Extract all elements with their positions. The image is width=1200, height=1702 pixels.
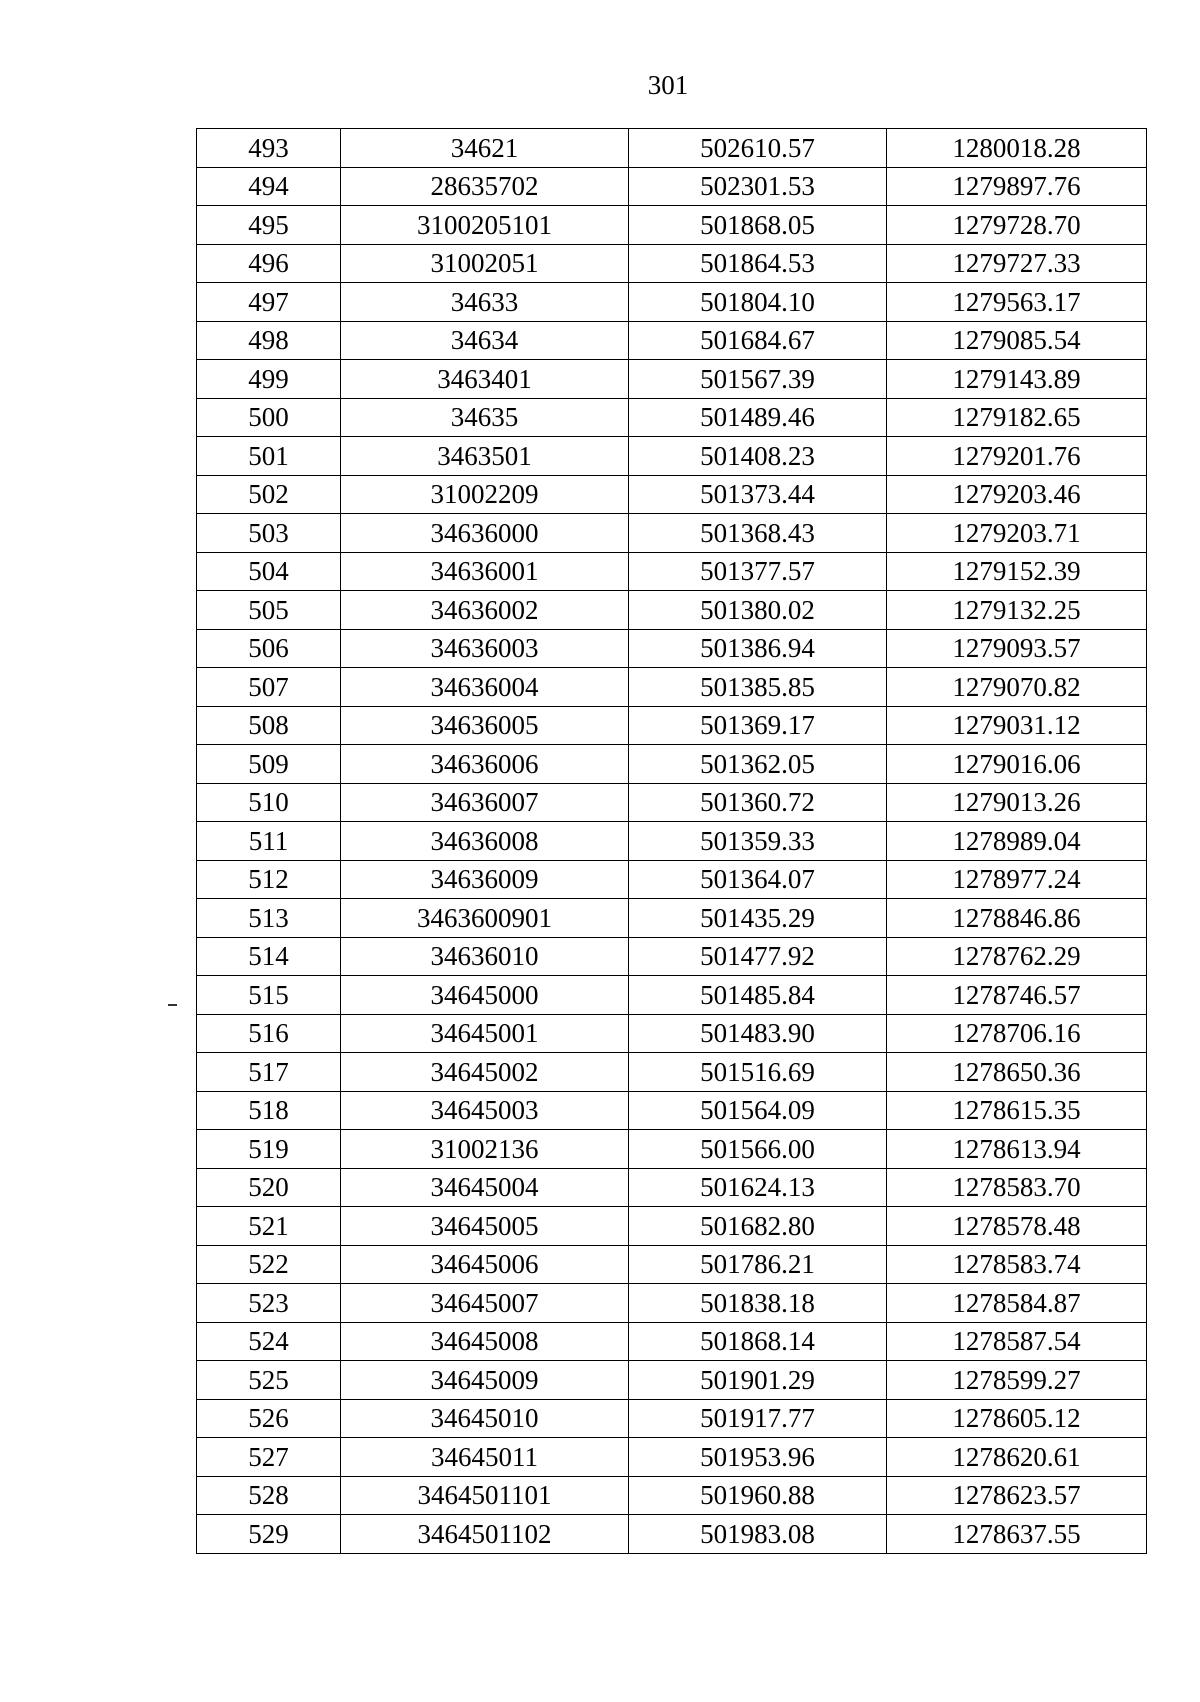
table-row <box>197 976 1147 1015</box>
y-coordinate-cell: 1278578.48 <box>887 1207 1147 1246</box>
x-coordinate-cell: 501360.72 <box>629 783 887 822</box>
point-id-cell: 34636002 <box>341 591 629 630</box>
point-id-cell: 34621 <box>341 129 629 168</box>
point-number-cell: 495 <box>197 206 341 245</box>
x-coordinate-cell: 501368.43 <box>629 514 887 553</box>
table-row <box>197 706 1147 745</box>
x-coordinate-cell: 501369.17 <box>629 706 887 745</box>
point-number-cell: 520 <box>197 1168 341 1207</box>
y-coordinate-cell: 1278706.16 <box>887 1014 1147 1053</box>
point-number-cell: 503 <box>197 514 341 553</box>
table-row <box>197 899 1147 938</box>
x-coordinate-cell: 501483.90 <box>629 1014 887 1053</box>
table-row <box>197 1361 1147 1400</box>
point-id-cell: 31002209 <box>341 475 629 514</box>
y-coordinate-cell: 1279143.89 <box>887 360 1147 399</box>
y-coordinate-cell: 1279031.12 <box>887 706 1147 745</box>
table-row <box>197 822 1147 861</box>
table-row <box>197 1014 1147 1053</box>
x-coordinate-cell: 501682.80 <box>629 1207 887 1246</box>
point-number-cell: 516 <box>197 1014 341 1053</box>
point-id-cell: 3463600901 <box>341 899 629 938</box>
point-number-cell: 518 <box>197 1091 341 1130</box>
y-coordinate-cell: 1279563.17 <box>887 283 1147 322</box>
table-row <box>197 1053 1147 1092</box>
stray-mark <box>168 1004 177 1006</box>
point-number-cell: 511 <box>197 822 341 861</box>
point-id-cell: 34645008 <box>341 1322 629 1361</box>
point-id-cell: 34645004 <box>341 1168 629 1207</box>
point-number-cell: 506 <box>197 629 341 668</box>
table-row <box>197 206 1147 245</box>
y-coordinate-cell: 1279728.70 <box>887 206 1147 245</box>
point-number-cell: 513 <box>197 899 341 938</box>
y-coordinate-cell: 1279201.76 <box>887 437 1147 476</box>
x-coordinate-cell: 501385.85 <box>629 668 887 707</box>
x-coordinate-cell: 502610.57 <box>629 129 887 168</box>
y-coordinate-cell: 1278762.29 <box>887 937 1147 976</box>
point-number-cell: 524 <box>197 1322 341 1361</box>
x-coordinate-cell: 502301.53 <box>629 167 887 206</box>
y-coordinate-cell: 1278583.70 <box>887 1168 1147 1207</box>
y-coordinate-cell: 1278989.04 <box>887 822 1147 861</box>
point-id-cell: 34645000 <box>341 976 629 1015</box>
y-coordinate-cell: 1279203.46 <box>887 475 1147 514</box>
point-number-cell: 512 <box>197 860 341 899</box>
y-coordinate-cell: 1279085.54 <box>887 321 1147 360</box>
x-coordinate-cell: 501804.10 <box>629 283 887 322</box>
table-row <box>197 1168 1147 1207</box>
x-coordinate-cell: 501386.94 <box>629 629 887 668</box>
point-number-cell: 515 <box>197 976 341 1015</box>
table-row <box>197 1438 1147 1477</box>
table-row <box>197 475 1147 514</box>
point-id-cell: 34645005 <box>341 1207 629 1246</box>
point-number-cell: 494 <box>197 167 341 206</box>
y-coordinate-cell: 1279013.26 <box>887 783 1147 822</box>
point-number-cell: 493 <box>197 129 341 168</box>
point-number-cell: 517 <box>197 1053 341 1092</box>
y-coordinate-cell: 1279132.25 <box>887 591 1147 630</box>
point-id-cell: 34636009 <box>341 860 629 899</box>
x-coordinate-cell: 501567.39 <box>629 360 887 399</box>
point-number-cell: 522 <box>197 1245 341 1284</box>
point-number-cell: 521 <box>197 1207 341 1246</box>
table-row <box>197 1515 1147 1554</box>
point-id-cell: 34633 <box>341 283 629 322</box>
x-coordinate-cell: 501373.44 <box>629 475 887 514</box>
point-id-cell: 34636004 <box>341 668 629 707</box>
table-row <box>197 783 1147 822</box>
table-row <box>197 514 1147 553</box>
point-id-cell: 34636006 <box>341 745 629 784</box>
y-coordinate-cell: 1279203.71 <box>887 514 1147 553</box>
point-id-cell: 34645011 <box>341 1438 629 1477</box>
x-coordinate-cell: 501359.33 <box>629 822 887 861</box>
x-coordinate-cell: 501624.13 <box>629 1168 887 1207</box>
point-id-cell: 34645010 <box>341 1399 629 1438</box>
point-number-cell: 496 <box>197 244 341 283</box>
point-id-cell: 34635 <box>341 398 629 437</box>
y-coordinate-cell: 1279727.33 <box>887 244 1147 283</box>
table-row <box>197 860 1147 899</box>
point-number-cell: 514 <box>197 937 341 976</box>
point-id-cell: 31002136 <box>341 1130 629 1169</box>
x-coordinate-cell: 501960.88 <box>629 1476 887 1515</box>
point-id-cell: 3463401 <box>341 360 629 399</box>
point-number-cell: 499 <box>197 360 341 399</box>
x-coordinate-cell: 501566.00 <box>629 1130 887 1169</box>
point-number-cell: 509 <box>197 745 341 784</box>
point-id-cell: 3100205101 <box>341 206 629 245</box>
point-id-cell: 34645003 <box>341 1091 629 1130</box>
y-coordinate-cell: 1279182.65 <box>887 398 1147 437</box>
point-id-cell: 34636010 <box>341 937 629 976</box>
table-row <box>197 321 1147 360</box>
y-coordinate-cell: 1278613.94 <box>887 1130 1147 1169</box>
point-number-cell: 510 <box>197 783 341 822</box>
point-id-cell: 3464501101 <box>341 1476 629 1515</box>
point-id-cell: 28635702 <box>341 167 629 206</box>
point-id-cell: 34636007 <box>341 783 629 822</box>
coordinates-table <box>196 128 1147 1554</box>
point-id-cell: 34645006 <box>341 1245 629 1284</box>
point-number-cell: 527 <box>197 1438 341 1477</box>
point-id-cell: 34636003 <box>341 629 629 668</box>
x-coordinate-cell: 501564.09 <box>629 1091 887 1130</box>
point-number-cell: 500 <box>197 398 341 437</box>
table-row <box>197 283 1147 322</box>
coordinates-table-container <box>196 128 1146 1554</box>
y-coordinate-cell: 1278620.61 <box>887 1438 1147 1477</box>
x-coordinate-cell: 501364.07 <box>629 860 887 899</box>
table-row <box>197 1399 1147 1438</box>
point-number-cell: 523 <box>197 1284 341 1323</box>
table-row <box>197 437 1147 476</box>
y-coordinate-cell: 1278587.54 <box>887 1322 1147 1361</box>
point-id-cell: 34645002 <box>341 1053 629 1092</box>
table-row <box>197 1130 1147 1169</box>
table-row <box>197 398 1147 437</box>
y-coordinate-cell: 1279152.39 <box>887 552 1147 591</box>
point-id-cell: 34645001 <box>341 1014 629 1053</box>
point-id-cell: 3464501102 <box>341 1515 629 1554</box>
page-number: 301 <box>647 70 689 100</box>
y-coordinate-cell: 1278746.57 <box>887 976 1147 1015</box>
y-coordinate-cell: 1278615.35 <box>887 1091 1147 1130</box>
table-row <box>197 1207 1147 1246</box>
table-row <box>197 629 1147 668</box>
table-row <box>197 1322 1147 1361</box>
x-coordinate-cell: 501684.67 <box>629 321 887 360</box>
table-row <box>197 591 1147 630</box>
table-row <box>197 745 1147 784</box>
y-coordinate-cell: 1278605.12 <box>887 1399 1147 1438</box>
x-coordinate-cell: 501477.92 <box>629 937 887 976</box>
y-coordinate-cell: 1278637.55 <box>887 1515 1147 1554</box>
point-number-cell: 519 <box>197 1130 341 1169</box>
point-number-cell: 498 <box>197 321 341 360</box>
point-id-cell: 34636005 <box>341 706 629 745</box>
table-row <box>197 244 1147 283</box>
y-coordinate-cell: 1278977.24 <box>887 860 1147 899</box>
y-coordinate-cell: 1279093.57 <box>887 629 1147 668</box>
y-coordinate-cell: 1278599.27 <box>887 1361 1147 1400</box>
point-id-cell: 34645007 <box>341 1284 629 1323</box>
y-coordinate-cell: 1278846.86 <box>887 899 1147 938</box>
x-coordinate-cell: 501377.57 <box>629 552 887 591</box>
point-number-cell: 508 <box>197 706 341 745</box>
point-id-cell: 34636000 <box>341 514 629 553</box>
point-number-cell: 526 <box>197 1399 341 1438</box>
table-row <box>197 1476 1147 1515</box>
point-number-cell: 501 <box>197 437 341 476</box>
y-coordinate-cell: 1279016.06 <box>887 745 1147 784</box>
x-coordinate-cell: 501868.14 <box>629 1322 887 1361</box>
x-coordinate-cell: 501901.29 <box>629 1361 887 1400</box>
table-row <box>197 937 1147 976</box>
table-row <box>197 1245 1147 1284</box>
table-row <box>197 552 1147 591</box>
point-number-cell: 504 <box>197 552 341 591</box>
point-id-cell: 34645009 <box>341 1361 629 1400</box>
x-coordinate-cell: 501983.08 <box>629 1515 887 1554</box>
x-coordinate-cell: 501362.05 <box>629 745 887 784</box>
y-coordinate-cell: 1280018.28 <box>887 129 1147 168</box>
x-coordinate-cell: 501485.84 <box>629 976 887 1015</box>
x-coordinate-cell: 501917.77 <box>629 1399 887 1438</box>
point-id-cell: 34634 <box>341 321 629 360</box>
x-coordinate-cell: 501489.46 <box>629 398 887 437</box>
point-id-cell: 34636001 <box>341 552 629 591</box>
x-coordinate-cell: 501380.02 <box>629 591 887 630</box>
y-coordinate-cell: 1278583.74 <box>887 1245 1147 1284</box>
x-coordinate-cell: 501408.23 <box>629 437 887 476</box>
y-coordinate-cell: 1278584.87 <box>887 1284 1147 1323</box>
x-coordinate-cell: 501868.05 <box>629 206 887 245</box>
table-row <box>197 167 1147 206</box>
point-number-cell: 505 <box>197 591 341 630</box>
table-row <box>197 1091 1147 1130</box>
point-id-cell: 31002051 <box>341 244 629 283</box>
x-coordinate-cell: 501953.96 <box>629 1438 887 1477</box>
x-coordinate-cell: 501435.29 <box>629 899 887 938</box>
x-coordinate-cell: 501838.18 <box>629 1284 887 1323</box>
y-coordinate-cell: 1279897.76 <box>887 167 1147 206</box>
point-id-cell: 3463501 <box>341 437 629 476</box>
table-row <box>197 129 1147 168</box>
table-row <box>197 360 1147 399</box>
x-coordinate-cell: 501864.53 <box>629 244 887 283</box>
point-number-cell: 497 <box>197 283 341 322</box>
y-coordinate-cell: 1278650.36 <box>887 1053 1147 1092</box>
table-row <box>197 1284 1147 1323</box>
point-number-cell: 502 <box>197 475 341 514</box>
y-coordinate-cell: 1279070.82 <box>887 668 1147 707</box>
point-number-cell: 525 <box>197 1361 341 1400</box>
point-number-cell: 507 <box>197 668 341 707</box>
point-id-cell: 34636008 <box>341 822 629 861</box>
x-coordinate-cell: 501516.69 <box>629 1053 887 1092</box>
point-number-cell: 529 <box>197 1515 341 1554</box>
point-number-cell: 528 <box>197 1476 341 1515</box>
table-row <box>197 668 1147 707</box>
y-coordinate-cell: 1278623.57 <box>887 1476 1147 1515</box>
table-body <box>197 129 1147 1554</box>
x-coordinate-cell: 501786.21 <box>629 1245 887 1284</box>
